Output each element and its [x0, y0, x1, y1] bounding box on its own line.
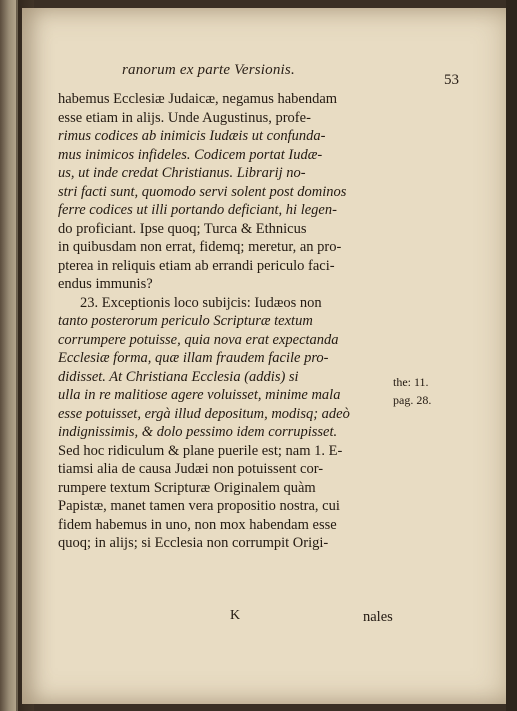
text-line: esse etiam in alijs. Unde Augustinus, profe- [58, 109, 311, 126]
text-line: esse potuisset, ergà illud depositum, modisq; adeò [58, 405, 350, 422]
margin-note-chapter: the: 11. [393, 375, 429, 389]
catchword: nales [363, 609, 393, 625]
text-line: didisset. At Christiana Ecclesia (addis) si [58, 368, 299, 385]
text-line: Ecclesiæ forma, quæ illam fraudem facile pro- [58, 350, 329, 366]
text-line: stri facti sunt, quomodo servi solent post dominos [58, 183, 347, 200]
text-line: mus inimicos infideles. Codicem portat Iudæ- [58, 146, 323, 163]
text-line: do proficiant. Ipse quoq; Turca & Ethnicus [58, 220, 307, 237]
text-line: rimus codices ab inimicis Iudæis ut confunda- [58, 128, 326, 144]
text-line: quoq; in alijs; si Ecclesia non corrumpit Origi- [58, 535, 329, 551]
margin-note-page: pag. 28. [393, 393, 432, 407]
text-line: fidem habemus in uno, non mox habendam esse [58, 516, 337, 533]
text-line: Papistæ, manet tamen vera propositio nostra, cui [58, 498, 340, 514]
scan-background-edge [506, 0, 517, 711]
text-line: habemus Ecclesiæ Judaicæ, negamus habendam [58, 91, 338, 107]
body-text [58, 90, 411, 553]
text-line: endus immunis? [58, 276, 153, 292]
text-line: indignissimis, & dolo pessimo idem corrupisset. [58, 424, 338, 440]
running-head: ranorum ex parte Versionis. [122, 62, 295, 78]
book-page [22, 8, 506, 704]
text-line: in quibusdam non errat, fidemq; meretur, an pro- [58, 239, 342, 255]
text-line: Sed hoc ridiculum & plane puerile est; nam 1. E- [58, 442, 343, 459]
text-line: corrumpere potuisse, quia nova erat expectanda [58, 331, 339, 348]
text-line: 23. Exceptionis loco subijcis: Iudæos non [80, 294, 322, 311]
text-line: ulla in re malitiose agere voluisset, minime mala [58, 387, 341, 403]
text-line: rumpere textum Scripturæ Originalem quàm [58, 479, 316, 496]
text-line: pterea in reliquis etiam ab errandi periculo faci- [58, 257, 335, 274]
text-line: tiamsi alia de causa Judæi non potuissent cor- [58, 461, 324, 477]
signature-mark: K [230, 608, 241, 623]
text-line: tanto posterorum periculo Scripturæ textum [58, 313, 313, 329]
text-line: us, ut inde credat Christianus. Librarij no- [58, 165, 306, 181]
text-line: ferre codices ut illi portando deficiant, hi legen- [58, 202, 337, 218]
page-number: 53 [444, 72, 459, 88]
